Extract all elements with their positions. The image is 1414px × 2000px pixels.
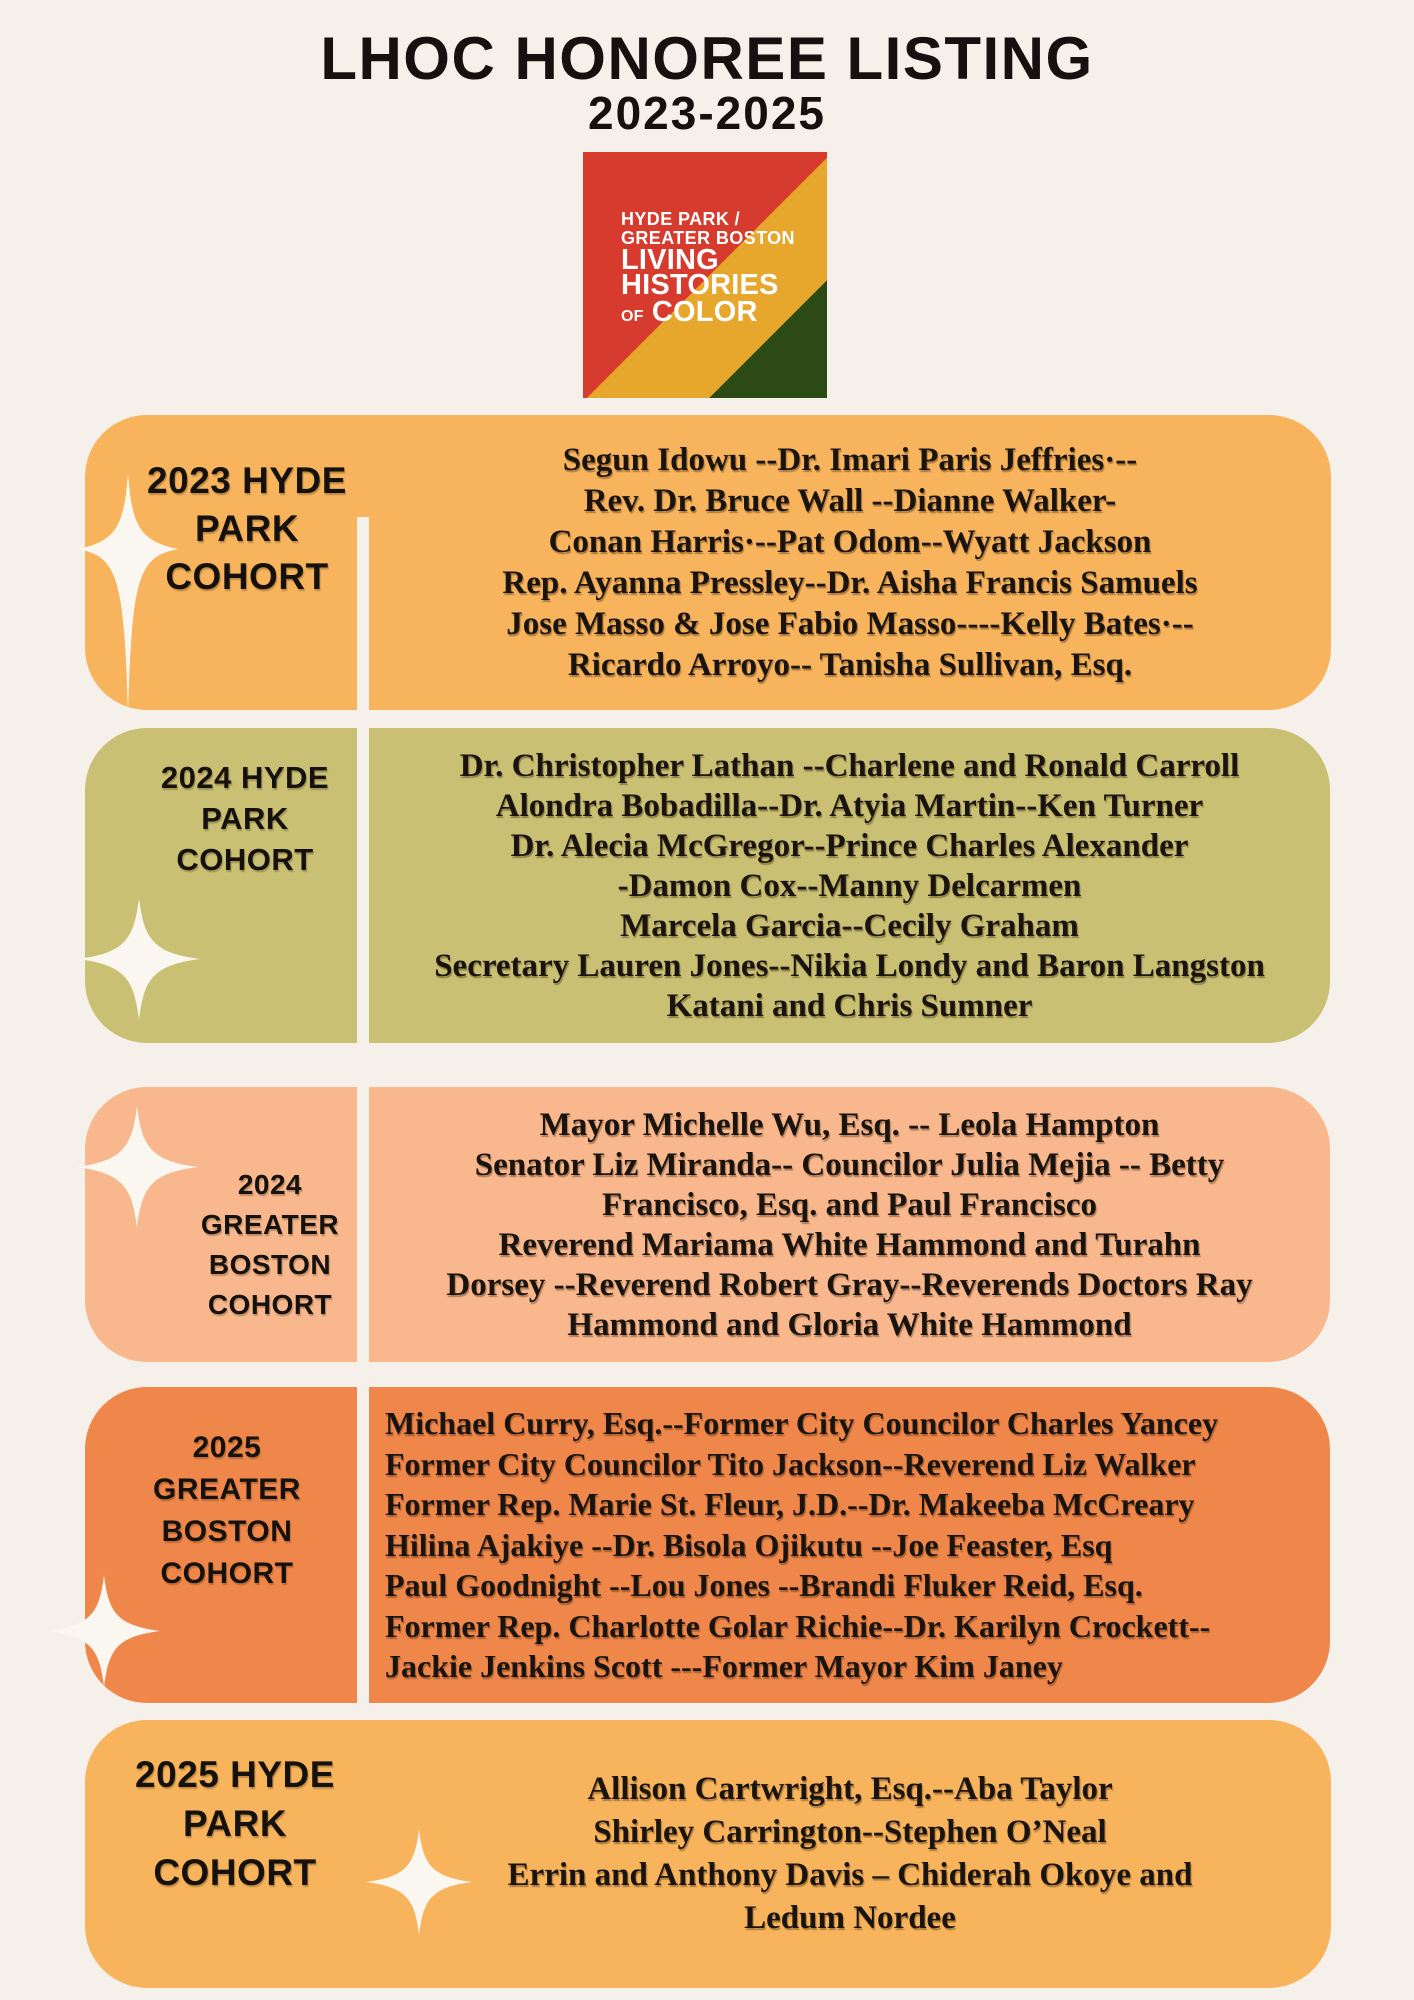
cohort-label-line: BOSTON bbox=[161, 1515, 293, 1548]
cohort-label-line: PARK bbox=[201, 801, 289, 836]
honoree-line: Former Rep. Marie St. Fleur, J.D.--Dr. Makeeba McCreary bbox=[385, 1486, 1195, 1523]
honoree-line: Former Rep. Charlotte Golar Richie--Dr. Karilyn Crockett-- bbox=[385, 1607, 1211, 1644]
honoree-names bbox=[369, 1087, 1330, 1362]
honoree-names bbox=[369, 415, 1331, 710]
honoree-line: Errin and Anthony Davis – Chiderah Okoye and bbox=[507, 1857, 1193, 1893]
cohort-label-line: BOSTON bbox=[208, 1249, 332, 1280]
cohort-label-line: PARK bbox=[194, 508, 300, 549]
honoree-names bbox=[369, 1387, 1330, 1703]
honoree-line: Rev. Dr. Bruce Wall --Dianne Walker- bbox=[583, 482, 1117, 519]
logo-org-line-1: HYDE PARK / bbox=[621, 209, 741, 229]
honoree-line: Dr. Christopher Lathan --Charlene and Ronald Carroll bbox=[459, 747, 1240, 784]
logo-text bbox=[621, 210, 795, 331]
logo-title-line-2: HISTORIES bbox=[621, 269, 779, 301]
sparkle-icon bbox=[76, 1100, 198, 1234]
cohort-label-line: 2024 HYDE bbox=[160, 760, 330, 795]
honoree-line: Senator Liz Miranda-- Councilor Julia Mejia -- Betty bbox=[474, 1146, 1225, 1183]
cohort-label-line: COHORT bbox=[153, 1852, 317, 1893]
logo-color-text: COLOR bbox=[651, 296, 758, 328]
cohort-label-line: 2025 bbox=[192, 1431, 262, 1464]
cohort-label bbox=[85, 1750, 357, 1897]
sparkle-icon bbox=[366, 1813, 472, 1951]
cohort-label bbox=[85, 757, 357, 880]
honoree-line: Segun Idowu --Dr. Imari Paris Jeffries·-- bbox=[562, 441, 1138, 478]
honoree-line: Conan Harris·--Pat Odom--Wyatt Jackson bbox=[548, 523, 1152, 560]
sparkle-icon bbox=[78, 473, 178, 713]
logo-of-text: OF bbox=[621, 308, 644, 325]
page-title: LHOC HONOREE LISTING bbox=[320, 25, 1094, 92]
logo-title-line-1: LIVING bbox=[621, 244, 719, 276]
honoree-line: Ricardo Arroyo-- Tanisha Sullivan, Esq. bbox=[567, 646, 1133, 683]
column-divider bbox=[357, 517, 369, 710]
section-2024-hyde-park-names bbox=[369, 728, 1330, 1043]
cohort-label-line: COHORT bbox=[207, 1289, 333, 1320]
honoree-line: Rep. Ayanna Pressley--Dr. Aisha Francis Samuels bbox=[502, 564, 1198, 601]
section-2024-greater-boston-names bbox=[369, 1087, 1330, 1362]
section-2025-greater-boston-names bbox=[369, 1387, 1330, 1703]
cohort-label-line: 2025 HYDE bbox=[135, 1754, 335, 1795]
honoree-line: Hilina Ajakiye --Dr. Bisola Ojikutu --Joe Feaster, Esq bbox=[385, 1526, 1113, 1563]
section-2023-hyde-park-cohort bbox=[85, 415, 1331, 710]
page-subtitle: 2023-2025 bbox=[588, 87, 826, 139]
cohort-label-line: COHORT bbox=[160, 1557, 294, 1590]
logo-org-line-2: GREATER BOSTON bbox=[621, 228, 795, 248]
honoree-line: Jackie Jenkins Scott ---Former Mayor Kim Janey bbox=[385, 1648, 1063, 1685]
honoree-line: Francisco, Esq. and Paul Francisco bbox=[601, 1186, 1098, 1223]
honoree-line: -Damon Cox--Manny Delcarmen bbox=[617, 867, 1082, 904]
cohort-label-line: PARK bbox=[182, 1803, 288, 1844]
honoree-line: Shirley Carrington--Stephen O’Neal bbox=[593, 1814, 1107, 1850]
honoree-line: Ledum Nordee bbox=[744, 1900, 956, 1936]
cohort-label-line: GREATER bbox=[153, 1473, 301, 1506]
honoree-names bbox=[369, 1720, 1331, 1988]
honoree-line: Katani and Chris Sumner bbox=[666, 987, 1033, 1024]
cohort-label-line: GREATER bbox=[200, 1209, 340, 1240]
honoree-line: Alondra Bobadilla--Dr. Atyia Martin--Ken Turner bbox=[495, 787, 1204, 824]
honoree-line: Jose Masso & Jose Fabio Masso----Kelly Bates·-- bbox=[506, 605, 1194, 642]
lhoc-logo bbox=[583, 152, 827, 398]
honoree-line: Michael Curry, Esq.--Former City Councilor Charles Yancey bbox=[385, 1405, 1219, 1442]
honoree-line: Former City Councilor Tito Jackson--Reverend Liz Walker bbox=[385, 1445, 1196, 1482]
sparkle-icon bbox=[78, 883, 200, 1035]
honoree-line: Dorsey --Reverend Robert Gray--Reverends Doctors Ray bbox=[446, 1266, 1253, 1303]
honoree-line: Mayor Michelle Wu, Esq. -- Leola Hampton bbox=[539, 1106, 1160, 1143]
cohort-label-line: 2024 bbox=[237, 1169, 303, 1200]
cohort-label-line: COHORT bbox=[165, 556, 329, 597]
logo-title-line-3 bbox=[621, 298, 795, 331]
sparkle-icon bbox=[48, 1565, 160, 1697]
honoree-line: Reverend Mariama White Hammond and Turahn bbox=[498, 1226, 1201, 1263]
honoree-line: Dr. Alecia McGregor--Prince Charles Alexander bbox=[510, 827, 1189, 864]
section-2025-hyde-park-cohort bbox=[85, 1720, 1331, 1988]
honoree-names bbox=[369, 728, 1330, 1043]
cohort-label-line: 2023 HYDE bbox=[147, 460, 347, 501]
cohort-label-line: COHORT bbox=[176, 842, 314, 877]
honoree-line: Hammond and Gloria White Hammond bbox=[567, 1306, 1132, 1343]
honoree-line: Marcela Garcia--Cecily Graham bbox=[620, 907, 1079, 944]
honoree-line: Allison Cartwright, Esq.--Aba Taylor bbox=[587, 1771, 1113, 1807]
honoree-line: Paul Goodnight --Lou Jones --Brandi Fluker Reid, Esq. bbox=[385, 1567, 1143, 1604]
honoree-line: Secretary Lauren Jones--Nikia Londy and Baron Langston bbox=[434, 947, 1265, 984]
